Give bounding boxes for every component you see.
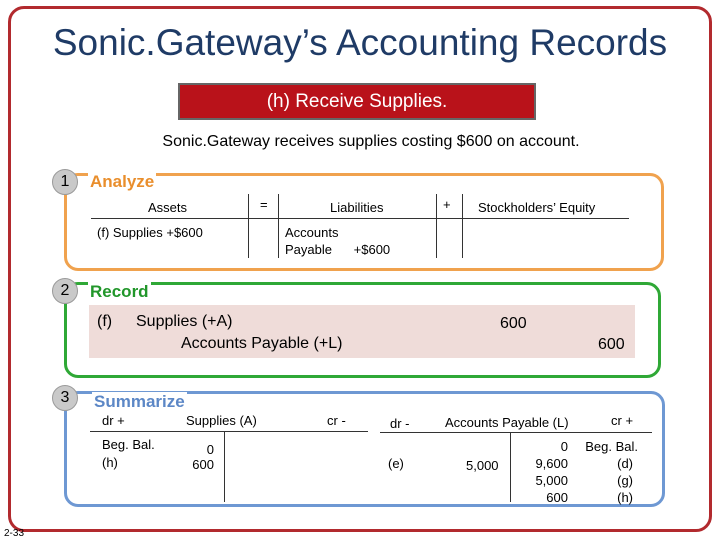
payable-beg-label: Beg. Bal. [585, 439, 638, 454]
record-heading: Record [90, 282, 149, 301]
journal-credit-account: Accounts Payable (+L) [181, 335, 343, 352]
transaction-description: Sonic.Gateway receives supplies costing $600 on account. [162, 133, 580, 150]
supplies-beg-label: Beg. Bal. [102, 437, 155, 452]
payable-beg-value: 0 [560, 439, 568, 454]
supplies-account-title: Supplies (A) [186, 413, 257, 428]
supplies-t-horizontal [90, 431, 368, 432]
page-number: 2-33 [4, 528, 25, 539]
payable-h-value: 600 [546, 490, 568, 505]
payable-e-label: (e) [388, 456, 404, 471]
supplies-beg-value: 0 [206, 442, 214, 457]
supplies-h-value: 600 [192, 457, 214, 472]
analyze-divider-3 [436, 194, 437, 258]
assets-entry: (f) Supplies +$600 [97, 225, 203, 240]
analyze-header-rule [91, 218, 629, 219]
analyze-heading: Analyze [90, 172, 155, 191]
equity-header: Stockholders’ Equity [478, 200, 596, 215]
supplies-debit-head: dr + [102, 413, 125, 428]
payable-g-value: 5,000 [535, 473, 568, 488]
analyze-divider-1 [248, 194, 249, 258]
liabilities-header: Liabilities [330, 200, 384, 215]
payable-t-horizontal [380, 432, 652, 433]
payable-t-vertical [510, 432, 511, 502]
journal-ref: (f) [97, 313, 113, 330]
analyze-divider-4 [462, 194, 463, 258]
supplies-h-label: (h) [102, 455, 118, 470]
journal-debit-account: Supplies (+A) [136, 313, 233, 330]
payable-h-label: (h) [617, 490, 633, 505]
payable-g-label: (g) [617, 473, 633, 488]
journal-debit-amount: 600 [500, 315, 527, 332]
supplies-t-vertical [224, 431, 225, 502]
journal-credit-amount: 600 [598, 336, 625, 353]
equals-sign: = [260, 197, 268, 212]
payable-d-label: (d) [617, 456, 633, 471]
analyze-divider-2 [278, 194, 279, 258]
step-2-badge: 2 [52, 278, 78, 304]
assets-header: Assets [148, 200, 188, 215]
slide-title: Sonic.Gateway’s Accounting Records [52, 22, 668, 63]
payable-account-title: Accounts Payable (L) [445, 415, 569, 430]
summarize-heading: Summarize [94, 392, 185, 411]
transaction-banner: (h) Receive Supplies. [178, 83, 536, 120]
supplies-credit-head: cr - [327, 413, 346, 428]
payable-e-value: 5,000 [466, 458, 499, 473]
step-3-badge: 3 [52, 385, 78, 411]
plus-sign: + [443, 197, 451, 212]
payable-debit-head: dr - [390, 416, 410, 431]
step-1-badge: 1 [52, 169, 78, 195]
liabilities-entry-line1: Accounts [285, 225, 339, 240]
payable-credit-head: cr + [611, 413, 634, 428]
liabilities-entry-line2: Payable +$600 [285, 242, 391, 257]
payable-d-value: 9,600 [535, 456, 568, 471]
